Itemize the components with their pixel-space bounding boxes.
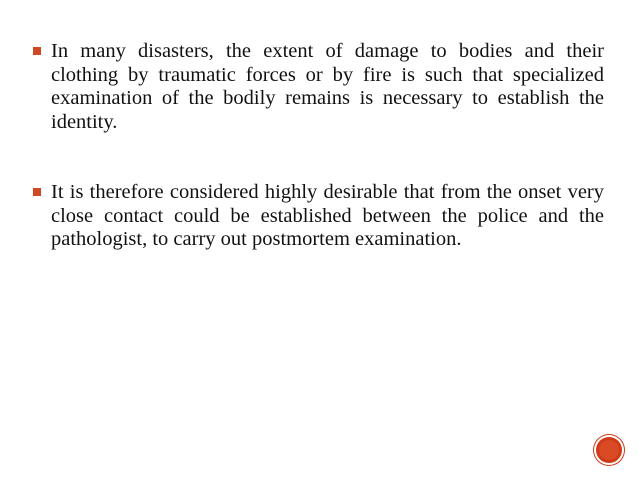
bullet-item xyxy=(32,181,604,252)
bullet-item xyxy=(32,40,604,134)
bullet-text: In many disasters, the extent of damage to bodies and their clothing by traumatic forces or by fire is such that specialized examination of the bodily remains is necessary to establish the identity. xyxy=(51,40,604,133)
page-number-badge-icon xyxy=(596,437,622,463)
square-bullet-icon xyxy=(33,47,41,55)
bullet-text: It is therefore considered highly desirable that from the onset very close contact could be established between the police and the pathologist, to carry out postmortem examination. xyxy=(51,181,604,250)
page-number-badge-inner xyxy=(599,440,619,460)
bullet-list xyxy=(32,40,604,252)
square-bullet-icon xyxy=(33,188,41,196)
